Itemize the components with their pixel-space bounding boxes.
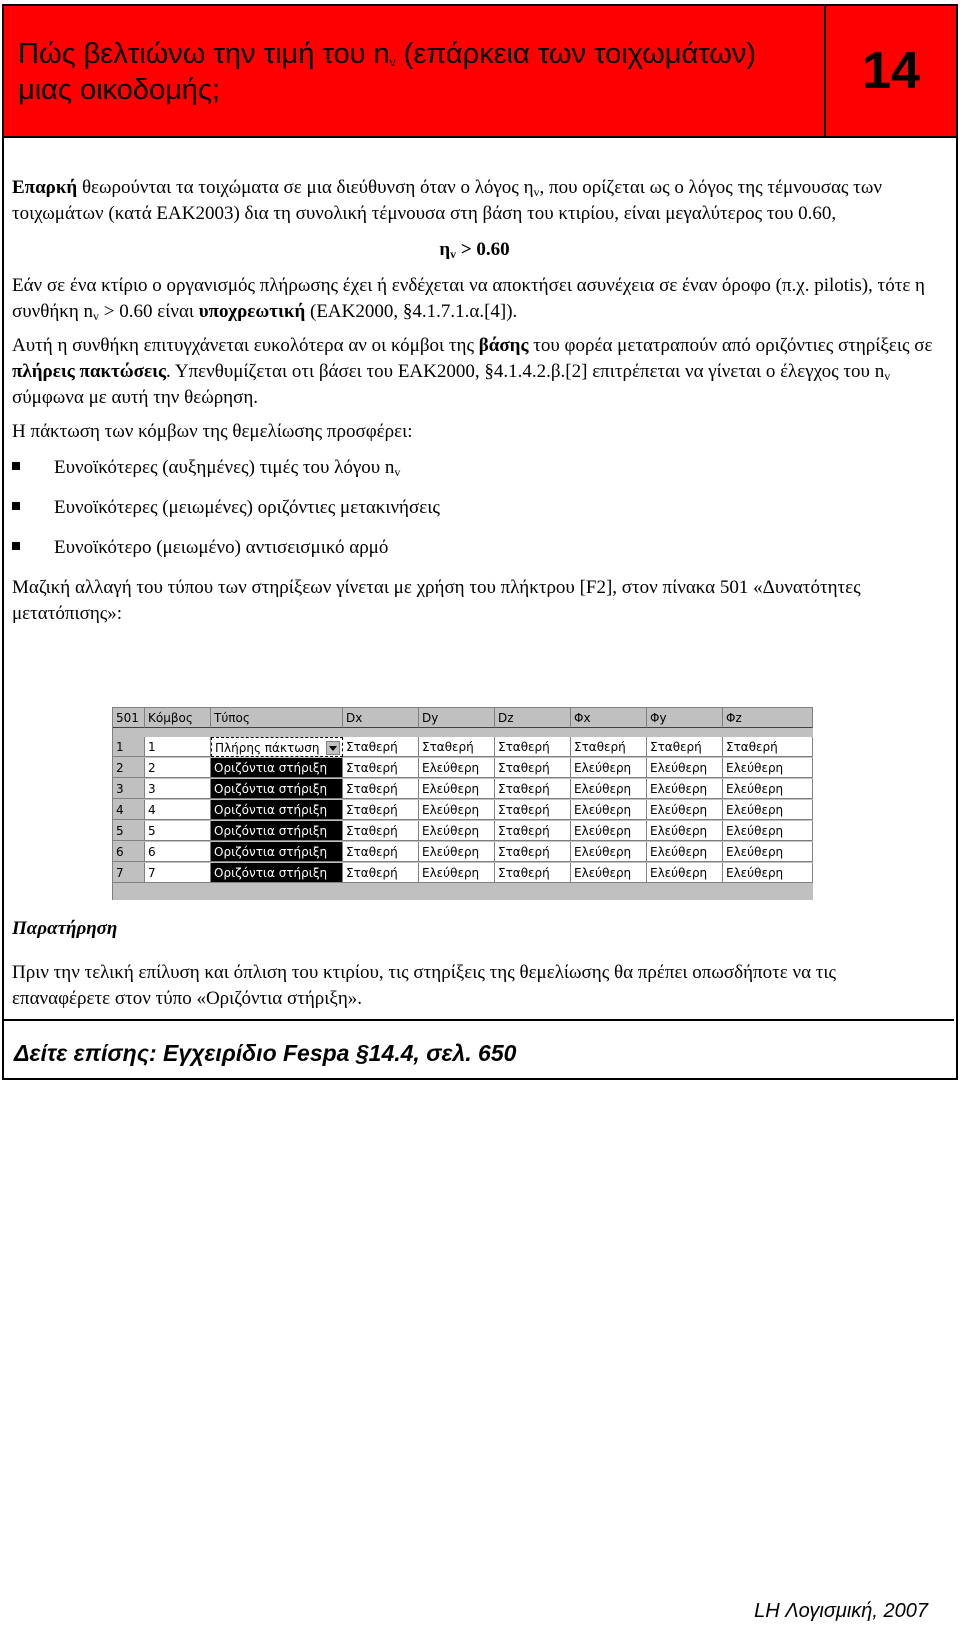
cell-text: Ελεύθερη [726, 845, 784, 859]
cell-text: Σταθερή [498, 740, 550, 754]
cell-text: Ελεύθερη [650, 866, 708, 880]
table-cell[interactable] [495, 863, 571, 883]
table-cell[interactable] [647, 863, 723, 883]
table-cell[interactable] [723, 779, 813, 799]
cell-text: Ελεύθερη [650, 824, 708, 838]
table-row[interactable] [113, 821, 813, 842]
chapter-number: 14 [862, 42, 920, 100]
table-cell[interactable] [419, 758, 495, 778]
table-cell[interactable] [419, 779, 495, 799]
cell-text: Σταθερή [346, 803, 398, 817]
table-cell[interactable] [211, 779, 343, 799]
cell-text: Οριζόντια στήριξη [214, 803, 328, 817]
cell-text: Ελεύθερη [650, 761, 708, 775]
column-header[interactable]: Κόμβος [145, 708, 211, 728]
cell-text: Ελεύθερη [422, 824, 480, 838]
supports-table [112, 707, 813, 900]
cell-text: Ελεύθερη [574, 782, 632, 796]
table-header-row [113, 708, 813, 729]
cell-text: Ελεύθερη [574, 845, 632, 859]
table-cell[interactable] [343, 863, 419, 883]
cell-text: Ελεύθερη [726, 866, 784, 880]
cell-text: Ελεύθερη [574, 761, 632, 775]
table-cell[interactable] [495, 779, 571, 799]
cell-text: Σταθερή [498, 866, 550, 880]
row-number[interactable] [113, 821, 145, 841]
table-cell[interactable] [343, 842, 419, 862]
table-cell[interactable] [647, 737, 723, 757]
cell-text: Οριζόντια στήριξη [214, 824, 328, 838]
table-cell[interactable] [145, 821, 211, 841]
paragraph-fixity: Αυτή η συνθήκη επιτυγχάνεται ευκολότερα αν οι κόμβοι της βάσης του φορέα μετατραπούν από οριζόντιες στηρίξεις σε πλήρεις πακτώσεις. Υπενθυμίζεται οτι βάσει του ΕΑΚ2000, §4.1.4.2.β.[2] επιτρέπεται να γίνεται ο έλεγχος του $n_v$ σύμφωνα με αυτή την θεώρηση. [12, 335, 933, 408]
table-cell[interactable] [571, 779, 647, 799]
table-cell[interactable] [647, 821, 723, 841]
cell-text: Οριζόντια στήριξη [214, 761, 328, 775]
table-cell[interactable] [145, 800, 211, 820]
list-item: Ευνοϊκότερο (μειωμένο) αντισεισμικό αρμό [12, 535, 937, 565]
cell-text: Ελεύθερη [574, 824, 632, 838]
table-cell[interactable] [211, 800, 343, 820]
cell-text: 5 [116, 824, 124, 838]
cell-text: Σταθερή [498, 761, 550, 775]
cell-text: 6 [148, 845, 156, 859]
table-cell[interactable] [647, 758, 723, 778]
table-cell[interactable] [723, 842, 813, 862]
cell-text: Ελεύθερη [422, 866, 480, 880]
cell-text: 2 [116, 761, 124, 775]
table-cell[interactable] [723, 821, 813, 841]
table-cell[interactable] [571, 800, 647, 820]
table-row[interactable] [113, 737, 813, 758]
cell-text: Ελεύθερη [726, 803, 784, 817]
table-cell[interactable] [343, 800, 419, 820]
list-item: Ευνοϊκότερες (μειωμένες) οριζόντιες μετακινήσεις [12, 495, 937, 525]
cell-text: 2 [148, 761, 156, 775]
paragraph-benefits-intro: Η πάκτωση των κόμβων της θεμελίωσης προσφέρει: [12, 421, 413, 442]
table-cell[interactable] [571, 737, 647, 757]
column-header[interactable]: Φx [571, 708, 647, 728]
paragraph-intro: Επαρκή θεωρούνται τα τοιχώματα σε μια διεύθυνση όταν ο λόγος $\eta_v$, που ορίζεται ως ο λόγος της τέμνουσας των τοιχωμάτων (κατά ΕΑΚ2003) δια τη συνολική τέμνουσα στη βάση του κτιρίου, είναι μεγαλύτερος του 0.60, [12, 177, 882, 224]
cell-text: Σταθερή [498, 782, 550, 796]
table-cell[interactable] [495, 800, 571, 820]
table-row[interactable] [113, 863, 813, 884]
cell-text: Ελεύθερη [726, 782, 784, 796]
observation-title: Παρατήρηση [12, 918, 118, 939]
cell-text: 7 [116, 866, 124, 880]
bullet-icon [12, 502, 20, 510]
cell-text: 3 [116, 782, 124, 796]
cell-text: 4 [148, 803, 156, 817]
table-cell[interactable] [145, 863, 211, 883]
paragraph-mass-change: Μαζική αλλαγή του τύπου των στηρίξεων γίνεται με χρήση του πλήκτρου [F2], στον πίνακα 501 «Δυνατότητες μετατόπισης»: [12, 577, 861, 624]
table-cell[interactable] [495, 821, 571, 841]
paragraph-condition: Εάν σε ένα κτίριο ο οργανισμός πλήρωσης έχει ή ενδέχεται να αποκτήσει ασυνέχεια σε έναν όροφο (π.χ. pilotis), τότε η συνθήκη $n_v > 0.60$ είναι υποχρεωτική (ΕΑΚ2000, §4.1.7.1.α.[4]). [12, 275, 925, 323]
cell-text: 6 [116, 845, 124, 859]
type-select[interactable] [211, 737, 343, 757]
dropdown-arrow-icon[interactable] [326, 741, 340, 755]
table-row[interactable] [113, 758, 813, 779]
cell-text: Σταθερή [422, 740, 474, 754]
table-row[interactable] [113, 800, 813, 821]
column-header[interactable]: Φy [647, 708, 723, 728]
table-cell[interactable] [343, 821, 419, 841]
column-header[interactable]: Dy [419, 708, 495, 728]
cell-text: Ελεύθερη [422, 845, 480, 859]
row-number[interactable] [113, 800, 145, 820]
row-number[interactable] [113, 737, 145, 757]
table-cell[interactable] [571, 842, 647, 862]
table-cell[interactable] [571, 821, 647, 841]
table-cell[interactable] [723, 737, 813, 757]
table-cell[interactable] [145, 842, 211, 862]
table-cell[interactable] [145, 737, 211, 757]
benefits-list [12, 455, 937, 565]
cell-text: Ελεύθερη [422, 782, 480, 796]
table-cell[interactable] [343, 737, 419, 757]
column-header[interactable]: Dx [343, 708, 419, 728]
table-cell[interactable] [419, 821, 495, 841]
table-cell[interactable] [571, 758, 647, 778]
row-number[interactable] [113, 779, 145, 799]
cell-text: Οριζόντια στήριξη [214, 782, 328, 796]
cell-text: 7 [148, 866, 156, 880]
page-title: Πώς βελτιώνω την τιμή του $n_v$ (επάρκεια των τοιχωμάτων) μιας οικοδομής; [18, 38, 757, 106]
cell-text: Σταθερή [498, 824, 550, 838]
cell-text: Ελεύθερη [650, 782, 708, 796]
column-header[interactable]: Φz [723, 708, 813, 728]
table-row[interactable] [113, 779, 813, 800]
table-cell[interactable] [211, 842, 343, 862]
body-content [12, 175, 937, 627]
table-cell[interactable] [211, 863, 343, 883]
table-cell[interactable] [647, 779, 723, 799]
table-cell[interactable] [343, 779, 419, 799]
cell-text: Σταθερή [498, 845, 550, 859]
table-row[interactable] [113, 842, 813, 863]
cell-text: Οριζόντια στήριξη [214, 845, 328, 859]
table-cell[interactable] [145, 758, 211, 778]
bullet-icon [12, 542, 20, 550]
observation-text: Πριν την τελική επίλυση και όπλιση του κτιρίου, τις στηρίξεις της θεμελίωσης θα πρέπει οπωσδήποτε να τις επαναφέρετε στον τύπο «Οριζόντια στήριξη». [12, 962, 837, 1009]
cell-text: Ελεύθερη [574, 866, 632, 880]
cell-text: Σταθερή [346, 782, 398, 796]
table-cell[interactable] [723, 800, 813, 820]
copyright: LH Λογισμική, 2007 [754, 1600, 928, 1622]
cell-text: Ελεύθερη [422, 803, 480, 817]
column-header[interactable]: Dz [495, 708, 571, 728]
table-cell[interactable] [419, 842, 495, 862]
table-cell[interactable] [495, 842, 571, 862]
header-bar [4, 6, 956, 138]
row-number[interactable] [113, 842, 145, 862]
cell-text: Ελεύθερη [422, 761, 480, 775]
table-cell[interactable] [723, 758, 813, 778]
table-cell[interactable] [419, 863, 495, 883]
cell-text: 4 [116, 803, 124, 817]
cell-text: 1 [148, 740, 156, 754]
cell-text: Οριζόντια στήριξη [214, 866, 328, 880]
cell-text: Σταθερή [346, 824, 398, 838]
table-cell[interactable] [145, 779, 211, 799]
table-cell[interactable] [571, 863, 647, 883]
cell-text: Σταθερή [346, 866, 398, 880]
cell-text: Σταθερή [726, 740, 778, 754]
cell-text: Ελεύθερη [574, 803, 632, 817]
cell-text: Ελεύθερη [726, 761, 784, 775]
cell-text: Σταθερή [650, 740, 702, 754]
cell-text: 5 [148, 824, 156, 838]
cell-text: Σταθερή [498, 803, 550, 817]
see-also: Δείτε επίσης: Εγχειρίδιο Fespa §14.4, σελ. 650 [14, 1040, 517, 1066]
bullet-icon [12, 462, 20, 470]
row-number[interactable] [113, 758, 145, 778]
cell-text: Ελεύθερη [726, 824, 784, 838]
cell-text: 1 [116, 740, 124, 754]
table-cell[interactable] [211, 758, 343, 778]
table-cell[interactable] [647, 842, 723, 862]
cell-text: Ελεύθερη [650, 803, 708, 817]
table-cell[interactable] [419, 737, 495, 757]
table-cell[interactable] [211, 821, 343, 841]
table-cell[interactable] [495, 758, 571, 778]
cell-text: Σταθερή [346, 740, 398, 754]
cell-text: Σταθερή [574, 740, 626, 754]
table-cell[interactable] [343, 758, 419, 778]
table-cell[interactable] [419, 800, 495, 820]
list-item: Ευνοϊκότερες (αυξημένες) τιμές του λόγου $n_v$ [12, 455, 937, 485]
cell-text: Σταθερή [346, 761, 398, 775]
column-header[interactable]: 501 [113, 708, 145, 728]
cell-text: Ελεύθερη [650, 845, 708, 859]
row-number[interactable] [113, 863, 145, 883]
formula: $\eta_v > 0.60$ [439, 239, 510, 261]
column-header[interactable]: Τύπος [211, 708, 343, 728]
table-cell[interactable] [647, 800, 723, 820]
cell-text: 3 [148, 782, 156, 796]
table-cell[interactable] [495, 737, 571, 757]
cell-text: Πλήρης πάκτωση [215, 741, 320, 755]
cell-text: Σταθερή [346, 845, 398, 859]
table-cell[interactable] [723, 863, 813, 883]
